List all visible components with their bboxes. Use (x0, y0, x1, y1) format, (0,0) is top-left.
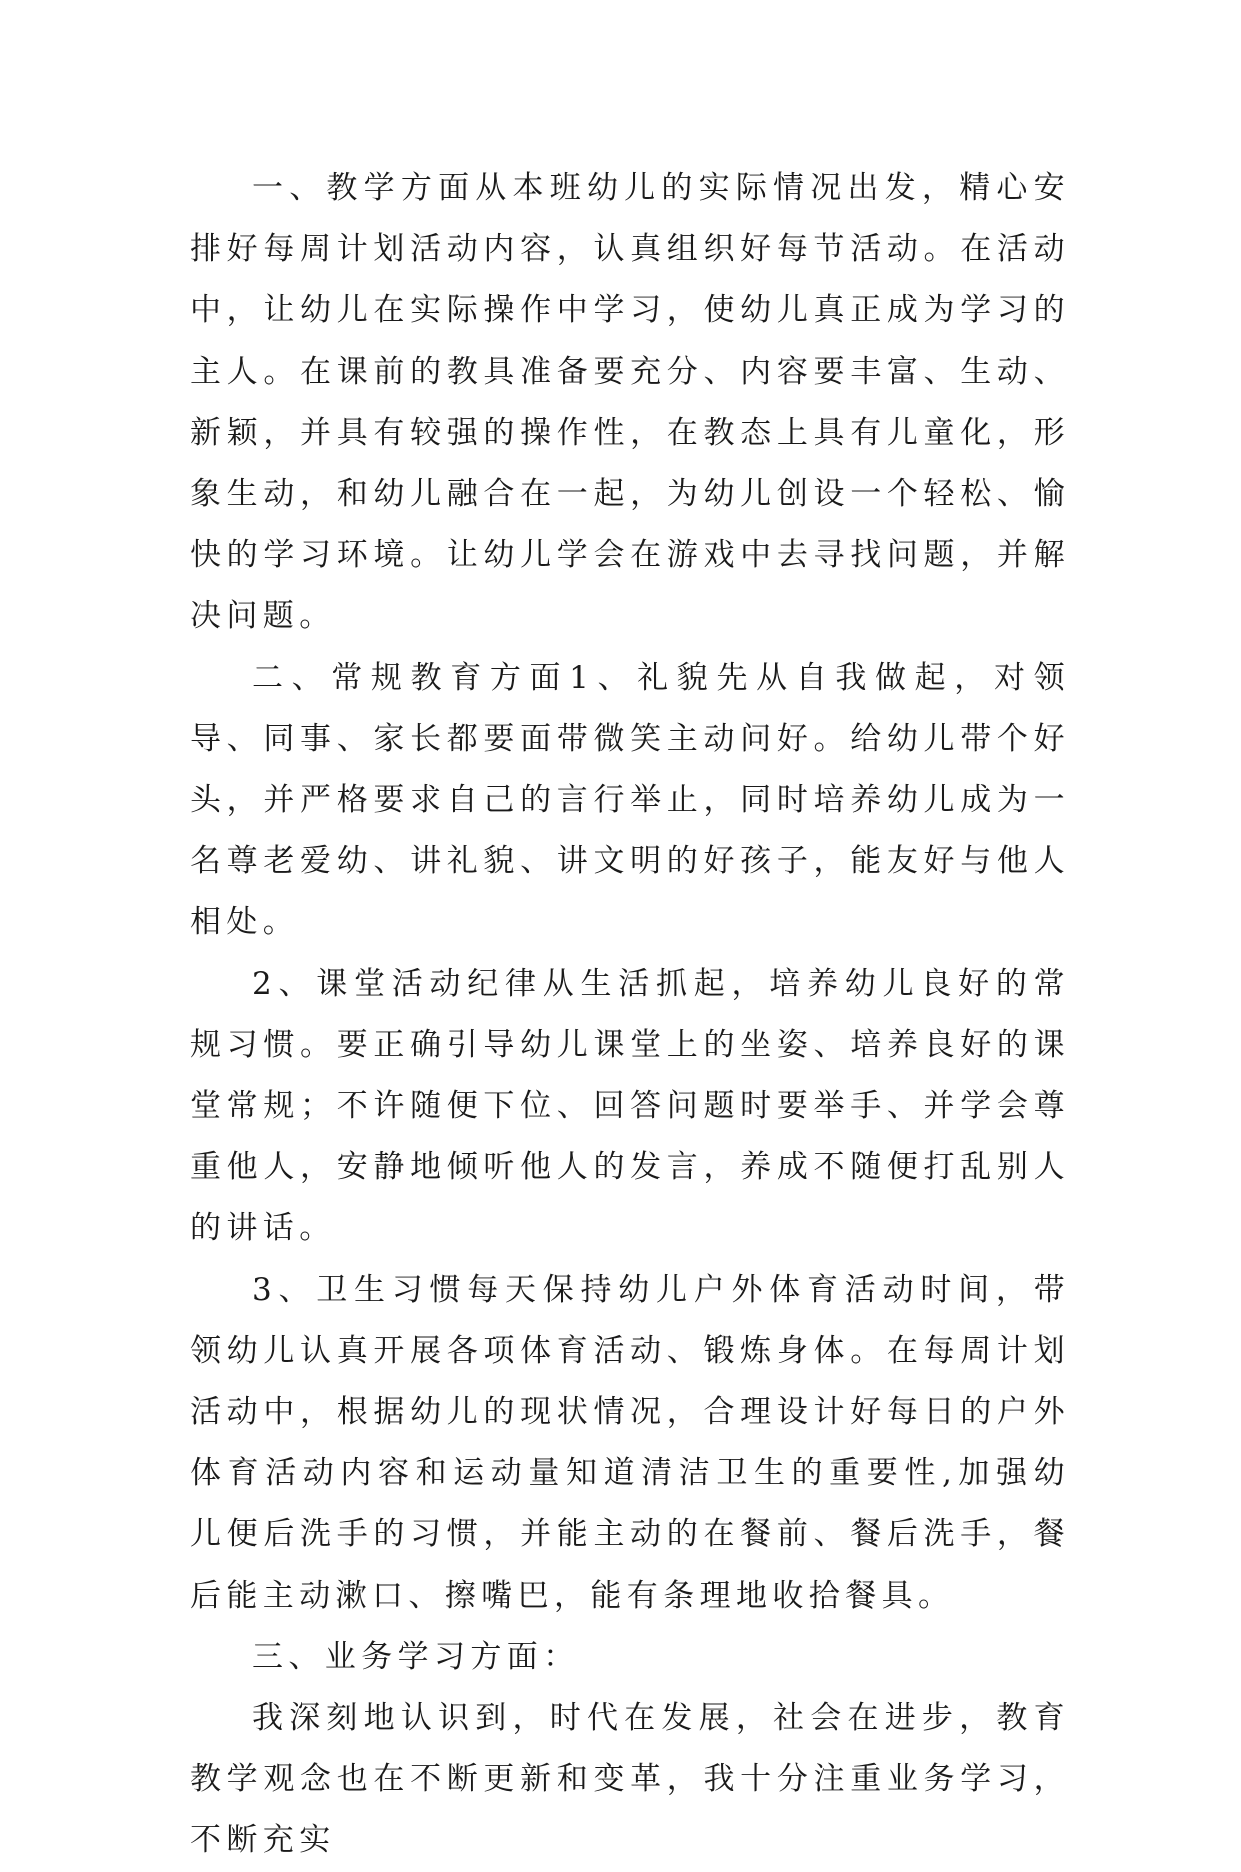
paragraph-professional-study-heading: 三、业务学习方面： (252, 1638, 580, 1675)
paragraph-classroom-discipline: 2、课堂活动纪律从生活抓起，培养幼儿良好的常规习惯。要正确引导幼儿课堂上的坐姿、培养良好的课堂常规；不许随便下位、回答问题时要举手、并学会尊重他人，安静地倾听他人的发言，养成不随便打乱别人的讲话。 (190, 965, 1070, 1247)
paragraph-teaching: 一、教学方面从本班幼儿的实际情况出发，精心安排好每周计划活动内容，认真组织好每节活动。在活动中，让幼儿在实际操作中学习，使幼儿真正成为学习的主人。在课前的教具准备要充分、内容要丰富、生动、新颖，并具有较强的操作性，在教态上具有儿童化，形象生动，和幼儿融合在一起，为幼儿创设一个轻松、愉快的学习环境。让幼儿学会在游戏中去寻找问题，并解决问题。 (190, 170, 1070, 635)
paragraph-professional-study: 我深刻地认识到，时代在发展，社会在进步，教育教学观念也在不断更新和变革，我十分注重业务学习，不断充实 (190, 1700, 1070, 1859)
paragraph-routine-manners: 二、常规教育方面1、礼貌先从自我做起，对领导、同事、家长都要面带微笑主动问好。给幼儿带个好头，并严格要求自己的言行举止，同时培养幼儿成为一名尊老爱幼、讲礼貌、讲文明的好孩子，能友好与他人相处。 (190, 659, 1070, 941)
paragraph-hygiene-habits: 3、卫生习惯每天保持幼儿户外体育活动时间，带领幼儿认真开展各项体育活动、锻炼身体。在每周计划活动中，根据幼儿的现状情况，合理设计好每日的户外体育活动内容和运动量知道清洁卫生的重要性,加强幼儿便后洗手的习惯，并能主动的在餐前、餐后洗手，餐后能主动漱口、擦嘴巴，能有条理地收拾餐具。 (190, 1271, 1070, 1614)
document-body (190, 158, 1070, 1872)
